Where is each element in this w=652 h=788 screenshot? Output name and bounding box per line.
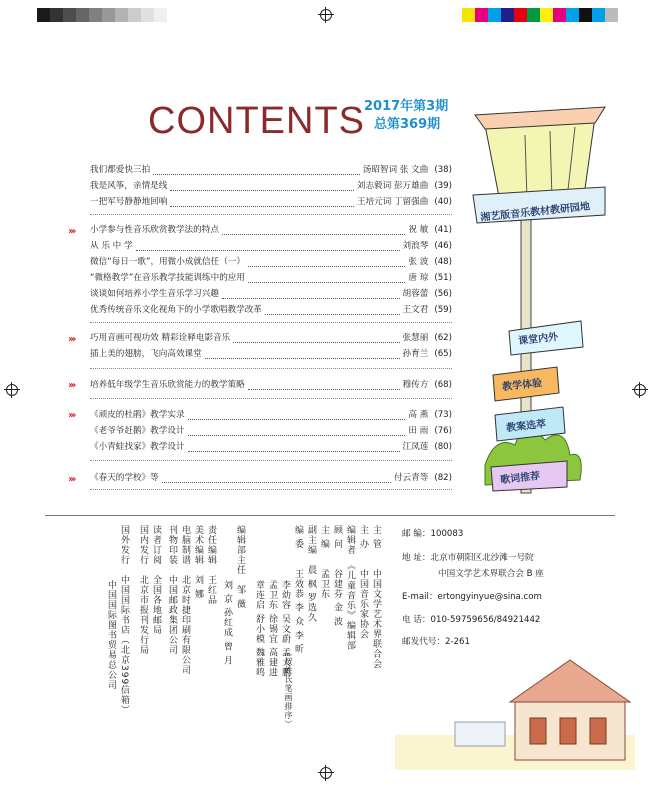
- toc-page: (73): [434, 410, 452, 420]
- masthead-column: [192, 525, 203, 599]
- toc-author: 江凤莲: [402, 442, 429, 452]
- signpost-illustration: [455, 95, 625, 515]
- masthead-value: 中国文学艺术界联合会: [371, 568, 381, 669]
- divider: [90, 460, 452, 461]
- toc-page: (40): [434, 197, 452, 207]
- toc-title: 《顽皮的杜鹃》教学实录: [90, 410, 185, 420]
- toc-page: (39): [434, 181, 452, 191]
- masthead-column: [305, 525, 316, 623]
- phone: 电 话：010-59759656/84921442: [402, 615, 541, 625]
- page-title: CONTENTS: [148, 100, 365, 142]
- toc-page: (41): [434, 225, 452, 235]
- masthead-label: 编辑者: [345, 525, 355, 555]
- toc-title: 我们都爱快三拍: [90, 165, 151, 175]
- masthead-value: 晨 枫 罗选久: [306, 565, 316, 623]
- masthead-column: [137, 525, 148, 655]
- toc-page: (68): [434, 380, 452, 390]
- email[interactable]: E-mail：ertongyinyue@sina.com: [402, 592, 542, 602]
- masthead-column: [234, 525, 245, 609]
- masthead-column: [105, 580, 116, 690]
- toc-section-strategy: [90, 377, 452, 393]
- masthead-column: [266, 580, 277, 678]
- sign-lyrics: 歌词推荐: [499, 470, 541, 487]
- masthead-label: 国内发行: [138, 525, 148, 565]
- issue-total: 总第369期: [374, 117, 441, 132]
- toc-title: 一把军号静静地回响: [90, 197, 168, 207]
- toc-section-songs: [90, 162, 452, 210]
- toc-section-classroom: [90, 222, 452, 318]
- masthead-value: 北京时捷印刷有限公司: [180, 575, 190, 675]
- toc-title: 谈谈如何培养小学生音乐学习兴趣: [90, 289, 219, 299]
- divider: [90, 214, 452, 215]
- masthead-label: 编辑部主任: [235, 525, 245, 575]
- masthead-value: 全国各地邮局: [151, 575, 161, 635]
- sign-lesson-plans: 教案选萃: [505, 418, 547, 435]
- masthead-column: [205, 525, 216, 605]
- toc-row[interactable]: [90, 162, 452, 178]
- toc-row[interactable]: [90, 254, 452, 270]
- toc-row[interactable]: [90, 439, 452, 455]
- toc-title: 我是风筝，亲情是线: [90, 181, 168, 191]
- postal-code-number: 邮发代号：2-261: [402, 637, 470, 647]
- arrow-icon: ›››: [68, 380, 75, 391]
- toc-author: 祝 敏: [408, 225, 429, 235]
- masthead-label: 美术编辑: [193, 525, 203, 565]
- masthead-value: 邹 薇: [235, 585, 245, 609]
- toc-page: (48): [434, 257, 452, 267]
- masthead-label: 编 委: [293, 525, 303, 549]
- masthead-value: 中国邮政集团公司: [167, 575, 177, 655]
- masthead-label: 责任编辑: [206, 525, 216, 565]
- masthead-label: 刊物印装: [167, 525, 177, 565]
- registration-mark-icon: [320, 9, 332, 21]
- toc-row[interactable]: [90, 330, 452, 346]
- masthead-value: 王红品: [206, 575, 216, 605]
- toc-page: (62): [434, 333, 452, 343]
- registration-mark-icon: [6, 384, 18, 396]
- toc-row[interactable]: [90, 194, 452, 210]
- masthead-value: 中国国际书店（北京399信箱）: [119, 575, 129, 716]
- masthead-value: 刘 娜: [193, 575, 203, 599]
- masthead-column: [344, 525, 355, 651]
- arrow-icon: ›››: [68, 474, 75, 485]
- divider: [90, 322, 452, 323]
- toc-author: 唐 琼: [408, 273, 429, 283]
- masthead-value: 孟卫东: [319, 568, 329, 599]
- masthead-column: [179, 525, 190, 675]
- masthead-value: 中国国际图书贸易总公司: [106, 580, 116, 690]
- toc-author: 胡蓉蕾: [402, 289, 429, 299]
- toc-title: 插上美的翅膀，飞向高效课堂: [90, 349, 202, 359]
- toc-title: 小学参与性音乐欣赏教学法的特点: [90, 225, 219, 235]
- toc-row[interactable]: [90, 270, 452, 286]
- toc-section-experience: [90, 330, 452, 362]
- toc-page: (46): [434, 241, 452, 251]
- toc-author: 王文君: [402, 305, 429, 315]
- toc-title: 培养低年级学生音乐欣赏能力的教学策略: [90, 380, 245, 390]
- masthead-value: 《儿童音乐》编辑部: [345, 565, 355, 651]
- toc-row[interactable]: [90, 377, 452, 393]
- toc-page: (38): [434, 165, 452, 175]
- divider: [90, 398, 452, 399]
- building-illustration: [395, 640, 635, 770]
- masthead-value: 王效恭 李 众 李 昕: [293, 568, 303, 655]
- toc-row[interactable]: [90, 286, 452, 302]
- masthead-column: [221, 580, 232, 665]
- toc-author: 刘浪琴: [402, 241, 429, 251]
- divider: [90, 368, 452, 369]
- toc-page: (76): [434, 426, 452, 436]
- masthead-value: 李幼容 吴文蔚 孟大鹏: [280, 580, 290, 678]
- toc-page: (65): [434, 349, 452, 359]
- masthead-value: 章连启 舒小模 魏雅鸣: [254, 580, 264, 678]
- masthead-column: [318, 525, 329, 599]
- toc-row[interactable]: [90, 423, 452, 439]
- toc-row[interactable]: [90, 470, 452, 486]
- grayscale-bar: [37, 8, 167, 22]
- toc-author: 汤昭智词 张 文曲: [362, 165, 429, 175]
- toc-title: 巧用音画可视功效 精彩诠释电影音乐: [90, 333, 231, 343]
- arrow-icon: ›››: [68, 410, 75, 421]
- toc-page: (82): [434, 473, 452, 483]
- toc-author: 穆传方: [402, 380, 429, 390]
- toc-author: 孙育兰: [402, 349, 429, 359]
- issue-year: 2017年第3期: [364, 99, 449, 114]
- toc-title: “微格教学”在音乐教学技能训练中的应用: [90, 273, 245, 283]
- masthead-value: 谷建芬 金 波: [332, 568, 342, 627]
- registration-mark-icon: [634, 384, 646, 396]
- masthead-column: [150, 525, 161, 635]
- masthead-column: [292, 525, 303, 654]
- sign-topic: 湘艺版音乐教材教研园地: [479, 201, 591, 224]
- toc-page: (80): [434, 442, 452, 452]
- address-line2: 中国文学艺术界联合会 B 座: [438, 569, 544, 579]
- masthead-value: 孟卫东 徐锡宜 高建进: [267, 580, 277, 678]
- masthead-value: 北京市报刊发行局: [138, 575, 148, 655]
- postcode: 邮 编：100083: [402, 529, 464, 539]
- toc-author: 王培元词 丁留强曲: [356, 197, 429, 207]
- toc-author: 刘志毅词 彭万雄曲: [356, 181, 429, 191]
- masthead-column: [331, 525, 342, 627]
- masthead-label: 读者订阅: [151, 525, 161, 565]
- masthead-label: 电脑制谱: [180, 525, 190, 565]
- toc-title: 从 乐 中 学: [90, 241, 133, 251]
- toc-row[interactable]: [90, 346, 452, 362]
- masthead-value: 刘 京 孙红成 曾 月: [222, 580, 232, 666]
- toc-section-lyrics: [90, 470, 452, 486]
- toc-author: 高 燕: [408, 410, 429, 420]
- registration-mark-icon: [320, 767, 332, 779]
- sign-teaching: 教学体验: [501, 377, 543, 394]
- toc-title: 优秀传统音乐文化视角下的小学歌唱教学改革: [90, 305, 262, 315]
- toc-title: 微信“每日一歌”，用微小成就信任（一）: [90, 257, 245, 267]
- masthead-label: 顾 问: [332, 525, 342, 549]
- toc-author: 付云青等: [393, 473, 429, 483]
- masthead-note: （按姓氏笔画排序）: [284, 648, 293, 729]
- masthead-divider: [45, 515, 615, 516]
- toc-row[interactable]: [90, 222, 452, 238]
- toc-author: 张 波: [408, 257, 429, 267]
- issue-number: [364, 98, 448, 134]
- sign-classroom: 课堂内外: [517, 331, 559, 348]
- masthead-label: 主 编: [319, 525, 329, 549]
- divider: [90, 489, 452, 490]
- toc-page: (56): [434, 289, 452, 299]
- masthead-column: [253, 580, 264, 678]
- masthead-label: 副主编: [306, 525, 316, 555]
- toc-page: (51): [434, 273, 452, 283]
- masthead-label: 主 办: [358, 525, 368, 549]
- toc-row[interactable]: [90, 302, 452, 318]
- masthead-label: 国外发行: [119, 525, 129, 565]
- color-bar: [462, 8, 618, 22]
- masthead-column: [166, 525, 177, 655]
- address: 地 址：北京市朝阳区北沙滩一号院: [402, 553, 534, 563]
- masthead-label: 主 管: [371, 525, 381, 549]
- masthead-column: [118, 525, 129, 715]
- masthead-column: [283, 648, 294, 729]
- toc-title: 《小青蛙找家》教学设计: [90, 442, 185, 452]
- toc-author: 张慧丽: [402, 333, 429, 343]
- masthead-column: [357, 525, 368, 639]
- masthead-column: [370, 525, 381, 669]
- toc-author: 田 雨: [408, 426, 429, 436]
- toc-section-lesson-plans: [90, 407, 452, 455]
- toc-row[interactable]: [90, 178, 452, 194]
- toc-row[interactable]: [90, 238, 452, 254]
- arrow-icon: ›››: [68, 334, 75, 345]
- toc-title: 《老爷爷赶鹅》教学设计: [90, 426, 185, 436]
- toc-page: (59): [434, 305, 452, 315]
- masthead-value: 中国音乐家协会: [358, 568, 368, 639]
- toc-title: 《春天的学校》等: [90, 473, 159, 483]
- toc-row[interactable]: [90, 407, 452, 423]
- arrow-icon: ›››: [68, 226, 75, 237]
